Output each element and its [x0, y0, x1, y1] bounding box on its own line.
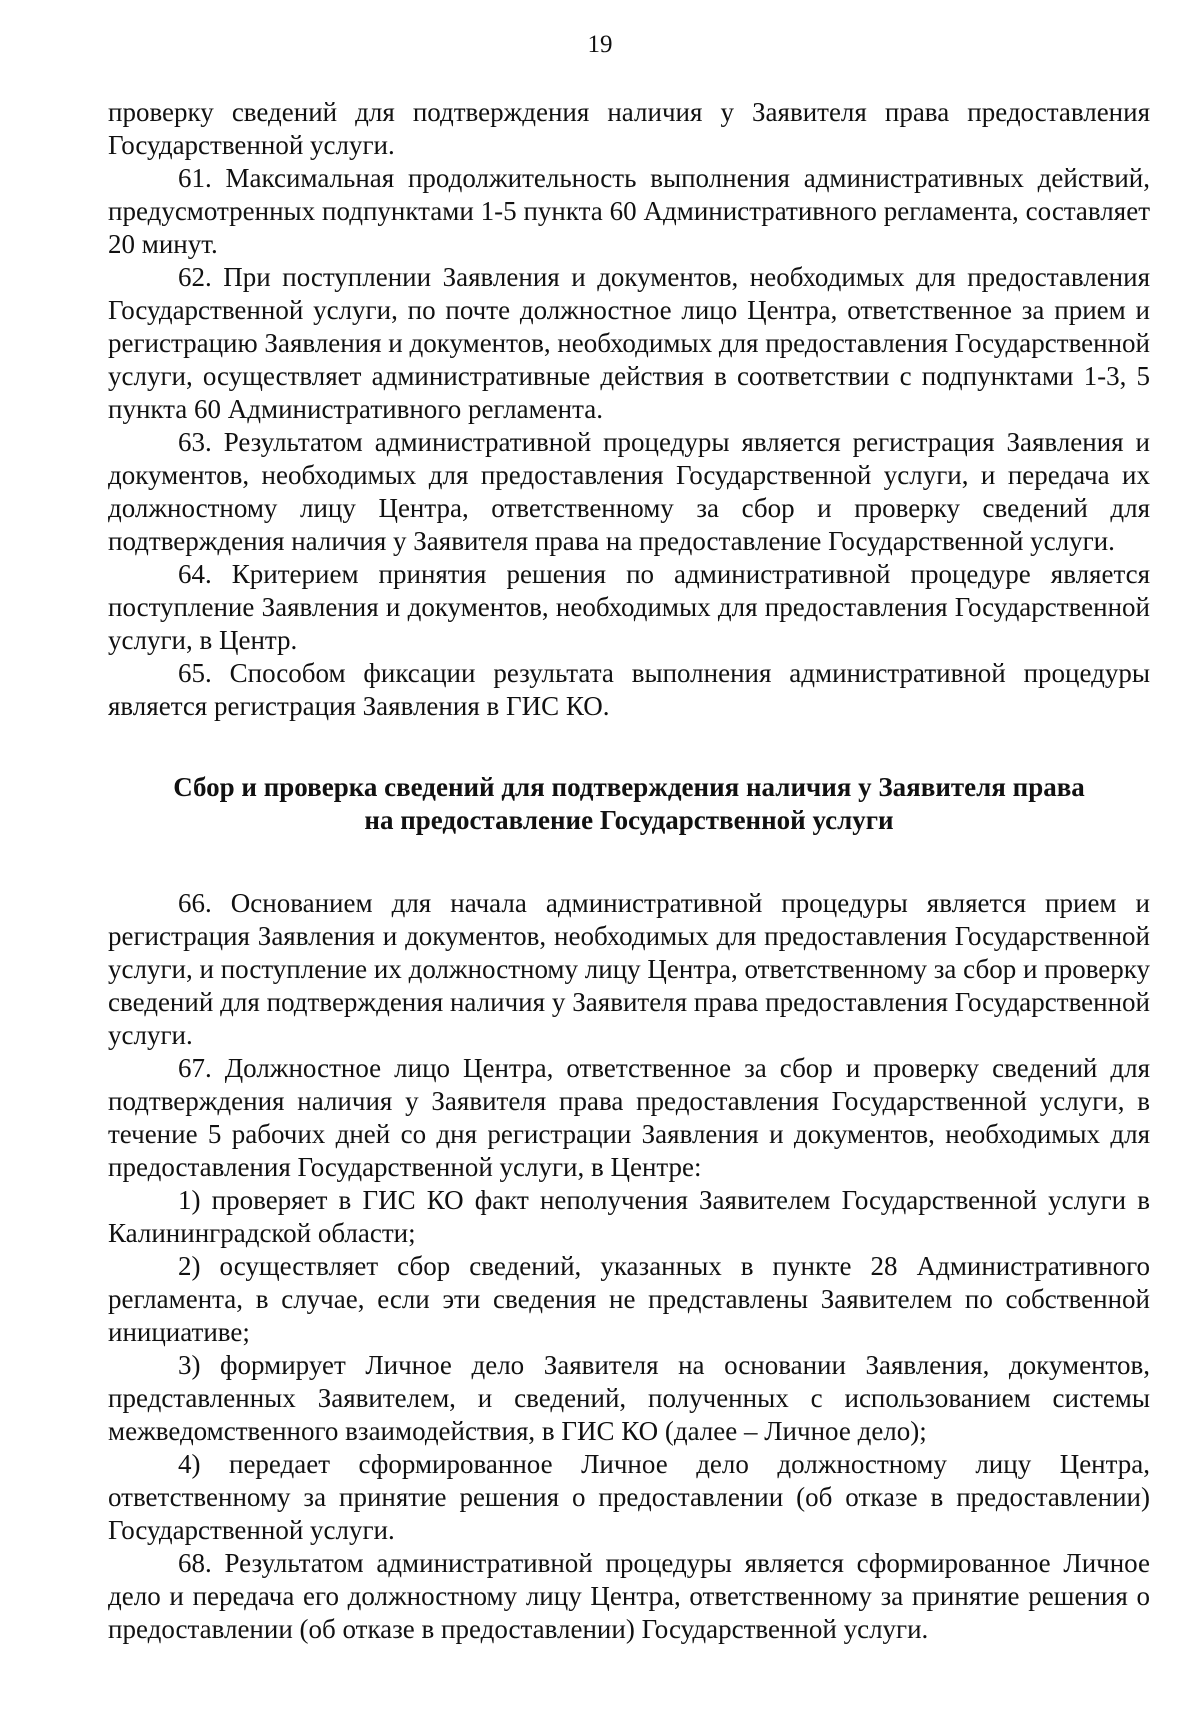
document-body: [108, 96, 1150, 1646]
section-heading-line-1: Сбор и проверка сведений для подтверждения наличия у Заявителя права: [173, 772, 1085, 802]
list-item-1: 1) проверяет в ГИС КО факт неполучения Заявителем Государственной услуги в Калининградской области;: [108, 1185, 1150, 1248]
list-item-2: 2) осуществляет сбор сведений, указанных в пункте 28 Административного регламента, в случае, если эти сведения не представлены Заявителем по собственной инициативе;: [108, 1251, 1150, 1347]
page-number: 19: [587, 31, 613, 58]
paragraph-64: 64. Критерием принятия решения по административной процедуре является поступление Заявления и документов, необходимых для предоставления Государственной услуги, в Центр.: [108, 559, 1150, 655]
paragraph-67: 67. Должностное лицо Центра, ответственное за сбор и проверку сведений для подтверждения наличия у Заявителя права предоставления Государственной услуги, в течение 5 рабочих дней со дня регистрации Заявления и документов, необходимых для предоставления Государственной услуги, в Центре:: [108, 1053, 1150, 1182]
list-item-4: 4) передает сформированное Личное дело должностному лицу Центра, ответственному за принятие решения о предоставлении (об отказе в предоставлении) Государственной услуги.: [108, 1449, 1150, 1545]
paragraph-68: 68. Результатом административной процедуры является сформированное Личное дело и передача его должностному лицу Центра, ответственному за принятие решения о предоставлении (об отказе в предоставлении) Государственной услуги.: [108, 1548, 1150, 1644]
paragraph-continuation: проверку сведений для подтверждения наличия у Заявителя права предоставления Государственной услуги.: [108, 97, 1150, 160]
paragraph-63: 63. Результатом административной процедуры является регистрация Заявления и документов, необходимых для предоставления Государственной услуги, и передача их должностному лицу Центра, ответственному за сбор и проверку сведений для подтверждения наличия у Заявителя права на предоставление Государственной услуги.: [108, 427, 1150, 556]
section-heading: [108, 771, 1150, 837]
paragraph-66: 66. Основанием для начала административной процедуры является прием и регистрация Заявления и документов, необходимых для предоставления Государственной услуги, и поступление их должностному лицу Центра, ответственному за сбор и проверку сведений для подтверждения наличия у Заявителя права предоставления Государственной услуги.: [108, 888, 1150, 1050]
list-item-3: 3) формирует Личное дело Заявителя на основании Заявления, документов, представленных Заявителем, и сведений, полученных с использованием системы межведомственного взаимодействия, в ГИС КО (далее – Личное дело);: [108, 1350, 1150, 1446]
section-heading-line-2: на предоставление Государственной услуги: [364, 805, 894, 835]
paragraph-65: 65. Способом фиксации результата выполнения административной процедуры является регистрация Заявления в ГИС КО.: [108, 658, 1150, 721]
paragraph-62: 62. При поступлении Заявления и документов, необходимых для предоставления Государственной услуги, по почте должностное лицо Центра, ответственное за прием и регистрацию Заявления и документов, необходимых для предоставления Государственной услуги, осуществляет административные действия в соответствии с подпунктами 1-3, 5 пункта 60 Административного регламента.: [108, 262, 1150, 424]
paragraph-61: 61. Максимальная продолжительность выполнения административных действий, предусмотренных подпунктами 1-5 пункта 60 Административного регламента, составляет 20 минут.: [108, 163, 1150, 259]
